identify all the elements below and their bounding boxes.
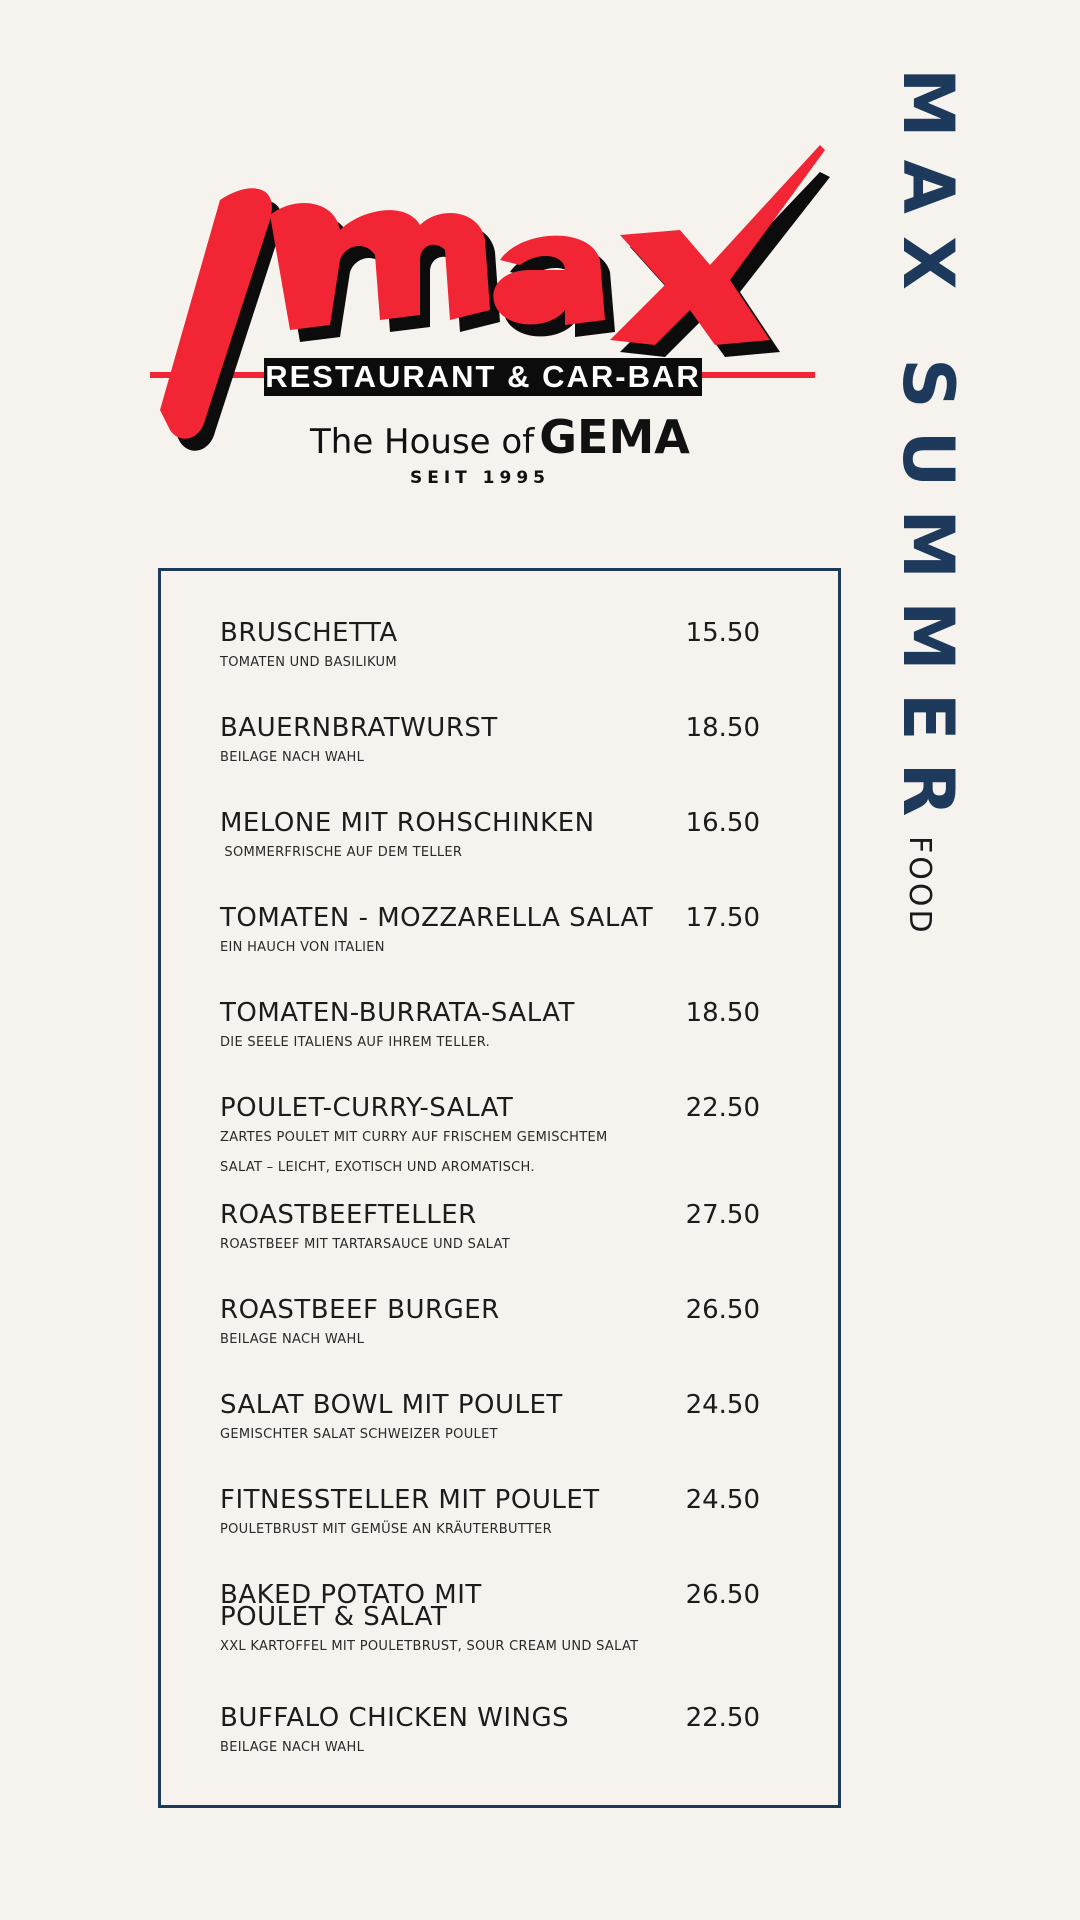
logo-house-brand: GEMA <box>539 410 690 464</box>
logo-house-line <box>310 410 690 464</box>
menu-item-name: BAKED POTATO MIT POULET & SALAT <box>220 1580 482 1632</box>
menu-item-description: BEILAGE NACH WAHL <box>220 1740 365 1755</box>
menu-item-price: 22.50 <box>685 1093 760 1123</box>
menu-item-name: TOMATEN-BURRATA-SALAT <box>220 998 575 1028</box>
menu-item-price: 18.50 <box>685 998 760 1028</box>
restaurant-logo <box>120 140 860 540</box>
menu-item-description: BEILAGE NACH WAHL <box>220 750 365 765</box>
menu-item-description: SOMMERFRISCHE AUF DEM TELLER <box>220 845 463 860</box>
menu-item <box>220 1295 760 1355</box>
menu-item-price: 24.50 <box>685 1390 760 1420</box>
menu-item-name: FITNESSTELLER MIT POULET <box>220 1485 600 1515</box>
menu-item-price: 27.50 <box>685 1200 760 1230</box>
logo-since: SEIT 1995 <box>409 468 550 488</box>
menu-item <box>220 1703 760 1763</box>
menu-item-name: BAUERNBRATWURST <box>220 713 498 743</box>
menu-item-price: 26.50 <box>685 1580 760 1610</box>
menu-item-description: ZARTES POULET MIT CURRY AUF FRISCHEM GEMISCHTEM SALAT – LEICHT, EXOTISCH UND AROMATISCH. <box>220 1130 608 1175</box>
menu-item-name: ROASTBEEFTELLER <box>220 1200 477 1230</box>
menu-item-description: EIN HAUCH VON ITALIEN <box>220 940 385 955</box>
menu-item-name: ROASTBEEF BURGER <box>220 1295 500 1325</box>
menu-item-description: ROASTBEEF MIT TARTARSAUCE UND SALAT <box>220 1237 510 1252</box>
menu-item-name: BRUSCHETTA <box>220 618 398 648</box>
menu-item-description: TOMATEN UND BASILIKUM <box>220 655 397 670</box>
menu-item <box>220 1093 760 1183</box>
menu-item-price: 18.50 <box>685 713 760 743</box>
logo-house-prefix: The House of <box>310 422 535 462</box>
menu-item-name: TOMATEN - MOZZARELLA SALAT <box>220 903 654 933</box>
menu-item <box>220 998 760 1058</box>
menu-item-price: 24.50 <box>685 1485 760 1515</box>
menu-item-price: 15.50 <box>685 618 760 648</box>
menu-item-description: DIE SEELE ITALIENS AUF IHREM TELLER. <box>220 1035 491 1050</box>
menu-item-description: POULETBRUST MIT GEMÜSE AN KRÄUTERBUTTER <box>220 1522 552 1537</box>
menu-item-description: BEILAGE NACH WAHL <box>220 1332 365 1347</box>
menu-item <box>220 713 760 773</box>
menu-item-name: MELONE MIT ROHSCHINKEN <box>220 808 595 838</box>
menu-item <box>220 618 760 678</box>
menu-item-price: 16.50 <box>685 808 760 838</box>
menu-item <box>220 808 760 868</box>
menu-item <box>220 903 760 963</box>
menu-item <box>220 1580 760 1662</box>
menu-item-name: BUFFALO CHICKEN WINGS <box>220 1703 570 1733</box>
side-title: MAX SUMMER <box>887 68 969 839</box>
menu-item <box>220 1390 760 1450</box>
menu-item-description: GEMISCHTER SALAT SCHWEIZER POULET <box>220 1427 498 1442</box>
logo-band-text: RESTAURANT & CAR-BAR <box>265 359 701 394</box>
menu-item-name: POULET-CURRY-SALAT <box>220 1093 514 1123</box>
side-subtitle: FOOD <box>902 836 937 936</box>
menu-item-price: 22.50 <box>685 1703 760 1733</box>
menu-item-price: 26.50 <box>685 1295 760 1325</box>
menu-item <box>220 1200 760 1260</box>
menu-item-price: 17.50 <box>685 903 760 933</box>
menu-item-description: XXL KARTOFFEL MIT POULETBRUST, SOUR CREAM UND SALAT <box>220 1639 639 1654</box>
menu-item-name: SALAT BOWL MIT POULET <box>220 1390 563 1420</box>
menu-item <box>220 1485 760 1545</box>
